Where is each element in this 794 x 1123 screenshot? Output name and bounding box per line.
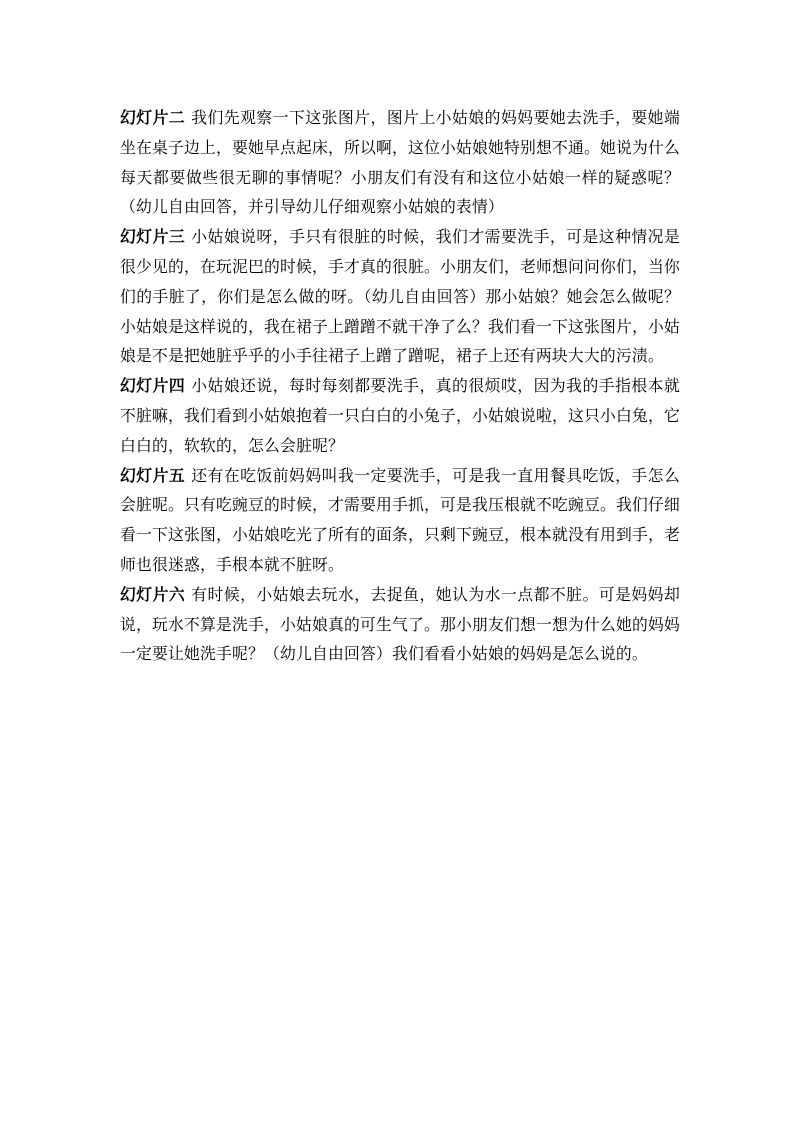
slide-label: 幻灯片三: [120, 227, 186, 247]
paragraph-slide-2: [120, 103, 680, 222]
paragraph-slide-3: [120, 222, 680, 371]
paragraph-text: 还有在吃饭前妈妈叫我一定要洗手，可是我一直用餐具吃饭，手怎么会脏呢。只有吃豌豆的时候，才需要用手抓，可是我压根就不吃豌豆。我们仔细看一下这张图，小姑娘吃光了所有的面条，只剩下豌豆，根本就没有用到手，老师也很迷惑，手根本就不脏呀。: [120, 465, 680, 574]
slide-label: 幻灯片六: [120, 584, 186, 604]
document-body: [120, 103, 680, 669]
paragraph-slide-4: [120, 371, 680, 460]
paragraph-text: 有时候，小姑娘去玩水，去捉鱼，她认为水一点都不脏。可是妈妈却说，玩水不算是洗手，小姑娘真的可生气了。那小朋友们想一想为什么她的妈妈一定要让她洗手呢？（幼儿自由回答）我们看看小姑娘的妈妈是怎么说的。: [120, 584, 680, 664]
slide-label: 幻灯片五: [120, 465, 186, 485]
paragraph-text: 我们先观察一下这张图片，图片上小姑娘的妈妈要她去洗手，要她端坐在桌子边上，要她早点起床，所以啊，这位小姑娘她特别想不通。她说为什么每天都要做些很无聊的事情呢？小朋友们有没有和这位小姑娘一样的疑惑呢？（幼儿自由回答，并引导幼儿仔细观察小姑娘的表情）: [120, 108, 680, 217]
paragraph-slide-6: [120, 580, 680, 669]
paragraph-text: 小姑娘说呀，手只有很脏的时候，我们才需要洗手，可是这种情况是很少见的，在玩泥巴的时候，手才真的很脏。小朋友们，老师想问问你们，当你们的手脏了，你们是怎么做的呀。（幼儿自由回答）那小姑娘？她会怎么做呢？小姑娘是这样说的，我在裙子上蹭蹭不就干净了么？我们看一下这张图片，小姑娘是不是把她脏乎乎的小手往裙子上蹭了蹭呢，裙子上还有两块大大的污渍。: [120, 227, 680, 366]
paragraph-text: 小姑娘还说，每时每刻都要洗手，真的很烦哎，因为我的手指根本就不脏嘛，我们看到小姑娘抱着一只白白的小兔子，小姑娘说啦，这只小白兔，它白白的，软软的，怎么会脏呢？: [120, 376, 680, 455]
paragraph-slide-5: [120, 461, 680, 580]
slide-label: 幻灯片二: [120, 108, 186, 127]
slide-label: 幻灯片四: [120, 376, 186, 396]
